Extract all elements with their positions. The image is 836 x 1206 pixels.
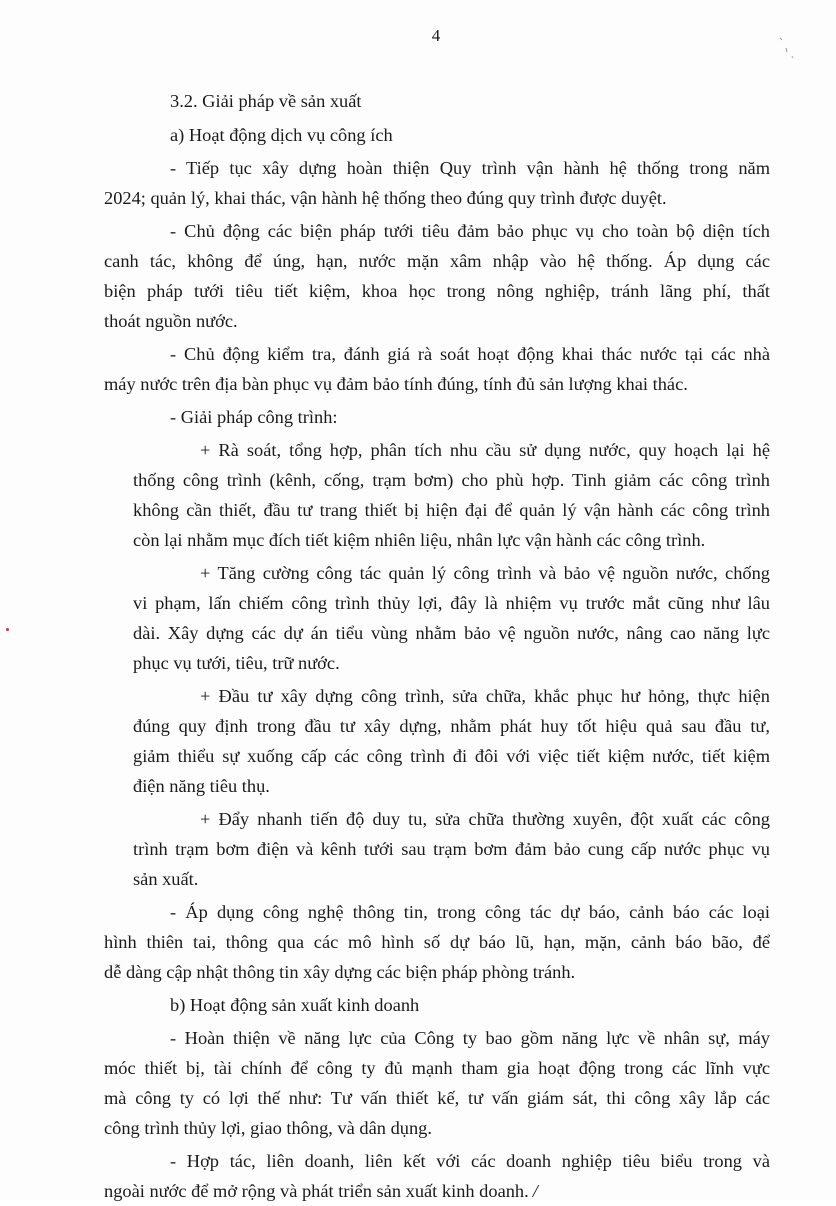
paragraph-line: - Áp dụng công nghệ thông tin, trong công tác dự báo, cảnh báo các loại [170,902,770,922]
paragraph-line: trình trạm bơm điện và kênh tưới sau trạm bơm đảm bảo cung cấp nước phục vụ [133,839,770,859]
page-number: 4 [431,26,441,45]
paragraph-line: hình thiên tai, thông qua các mô hình số dự báo lũ, hạn, mặn, cảnh báo bão, để [104,932,770,952]
paragraph-7 [133,681,770,801]
paragraph-line: mà công ty có lợi thế như: Tư vấn thiết kế, tư vấn giám sát, thi công xây lắp các [104,1088,770,1108]
paragraph-line: biện pháp tưới tiêu tiết kiệm, khoa học trong nông nghiệp, tránh lãng phí, thất [104,281,770,301]
paragraph-line: + Tăng cường công tác quản lý công trình và bảo vệ nguồn nước, chống [200,563,770,583]
paragraph-line [104,1176,770,1206]
paragraph-line: 2024; quản lý, khai thác, vận hành hệ thống theo đúng quy trình được duyệt. [104,188,667,208]
paragraph-line: dài. Xây dựng các dự án tiểu vùng nhằm bảo vệ nguồn nước, nâng cao năng lực [133,623,770,643]
subsection-a-heading: a) Hoạt động dịch vụ công ích [170,125,393,145]
paragraph-line: + Đẩy nhanh tiến độ duy tu, sửa chữa thường xuyên, đột xuất các công [200,809,770,829]
paragraph-line: điện năng tiêu thụ. [133,776,270,796]
initial-mark: / [532,1181,538,1201]
paragraph-line: vi phạm, lấn chiếm công trình thủy lợi, đây là nhiệm vụ trước mắt cũng như lâu [133,593,770,613]
paragraph-line: móc thiết bị, tài chính để công ty đủ mạnh tham gia hoạt động trong các lĩnh vực [104,1058,770,1078]
paragraph-line: đúng quy định trong đầu tư xây dựng, nhằm phát huy tốt hiệu quả sau đầu tư, [133,716,770,736]
paragraph-2 [104,216,770,336]
paragraph-line: sản xuất. [133,869,199,889]
paragraph-6 [133,558,770,678]
section-heading: 3.2. Giải pháp về sản xuất [170,91,362,111]
paragraph-line: - Chủ động kiểm tra, đánh giá rà soát hoạt động khai thác nước tại các nhà [170,344,770,364]
paragraph-line: thống công trình (kênh, cống, trạm bơm) cho phù hợp. Tinh giảm các công trình [133,470,770,490]
paragraph-9 [104,897,770,987]
paragraph-line: không cần thiết, đầu tư trang thiết bị hiện đại để quản lý vận hành các công trình [133,500,770,520]
paragraph-line: - Hoàn thiện về năng lực của Công ty bao gồm năng lực về nhân sự, máy [170,1028,770,1048]
paragraph-line: phục vụ tưới, tiêu, trữ nước. [133,653,340,673]
paragraph-1 [104,153,770,213]
paragraph-11 [104,1146,770,1206]
paragraph-line: thoát nguồn nước. [104,311,238,331]
paragraph-line: công trình thủy lợi, giao thông, và dân dụng. [104,1118,432,1138]
paragraph-line: dễ dàng cập nhật thông tin xây dựng các biện pháp phòng tránh. [104,962,576,982]
paragraph-line: - Giải pháp công trình: [170,407,338,427]
paragraph-line: - Hợp tác, liên doanh, liên kết với các doanh nghiệp tiêu biểu trong và [170,1151,770,1171]
scan-dot-icon [6,628,9,631]
paragraph-line: + Rà soát, tổng hợp, phân tích nhu cầu sử dụng nước, quy hoạch lại hệ [200,440,770,460]
paragraph-line-text: ngoài nước để mở rộng và phát triển sản xuất kinh doanh. [104,1181,529,1201]
document-body [104,86,770,1206]
paragraph-10 [104,1023,770,1143]
paragraph-line: - Chủ động các biện pháp tưới tiêu đảm bảo phục vụ cho toàn bộ diện tích [170,221,770,241]
paragraph-3 [104,339,770,399]
paragraph-line: máy nước trên địa bàn phục vụ đảm bảo tính đúng, tính đủ sản lượng khai thác. [104,374,688,394]
paragraph-line: giảm thiểu sự xuống cấp các công trình đi đôi với việc tiết kiệm nước, tiết kiệm [133,746,770,766]
paragraph-line: + Đầu tư xây dựng công trình, sửa chữa, khắc phục hư hỏng, thực hiện [200,686,770,706]
paragraph-5 [133,435,770,555]
subsection-b-heading: b) Hoạt động sản xuất kinh doanh [170,995,420,1015]
paragraph-line: canh tác, không để úng, hạn, nước mặn xâm nhập vào hệ thống. Áp dụng các [104,251,770,271]
paragraph-4 [170,402,770,432]
paragraph-line: - Tiếp tục xây dựng hoàn thiện Quy trình vận hành hệ thống trong năm [170,158,770,178]
paragraph-line: còn lại nhằm mục đích tiết kiệm nhiên liệu, nhân lực vận hành các công trình. [133,530,706,550]
paragraph-8 [133,804,770,894]
